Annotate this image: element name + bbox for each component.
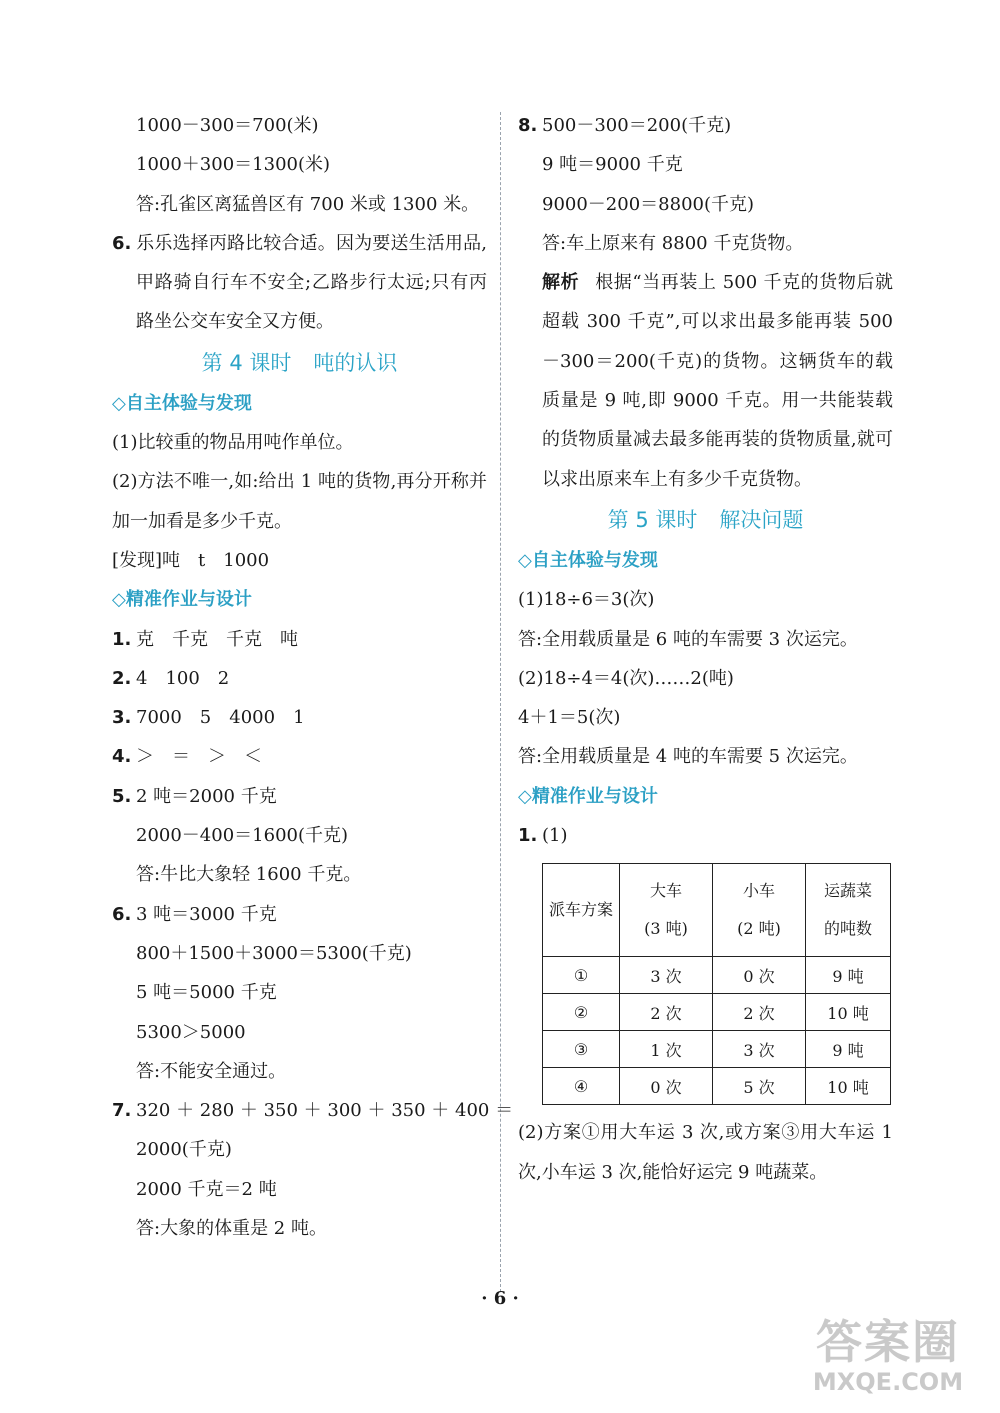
text-line: (2)18÷4＝4(次)……2(吨)	[518, 667, 734, 689]
question-number: 1.	[518, 825, 538, 847]
calc-line: 2000－400＝1600(千克)	[136, 825, 349, 847]
text-paragraph: (2)方法不唯一,如:给出 1 吨的货物,再分开称并加一加看是多少千克。	[112, 471, 487, 532]
cell-big: 2 次	[620, 994, 713, 1031]
calc-line: 9 吨＝9000 千克	[542, 154, 683, 176]
lesson-5-heading	[518, 499, 893, 541]
answer-line: 答:牛比大象轻 1600 千克。	[136, 864, 362, 886]
answer-4	[112, 737, 487, 776]
cell-big: 1 次	[620, 1031, 713, 1068]
cell-small: 3 次	[713, 1031, 806, 1068]
section-heading	[112, 384, 487, 423]
header-text: 运蔬菜	[823, 881, 872, 901]
cell-small: 2 次	[713, 994, 806, 1031]
cell-veg: 10 吨	[806, 1068, 891, 1105]
calc-line: 1000－300＝700(米)	[136, 115, 319, 136]
cell-veg: 10 吨	[806, 994, 891, 1031]
section-label: 精准作业与设计	[531, 785, 658, 807]
header-subtext: 的吨数	[823, 919, 872, 939]
answer-8	[518, 106, 893, 145]
answer-line: 答:大象的体重是 2 吨。	[136, 1218, 327, 1240]
row-id: ④	[543, 1068, 620, 1105]
answer-3	[112, 698, 487, 737]
diamond-icon: ◇	[518, 549, 532, 571]
section-heading	[518, 541, 893, 580]
question-number: 4.	[112, 746, 132, 768]
question-1	[518, 816, 893, 855]
lesson-number: 第 4 课时	[201, 350, 292, 375]
answer-5	[112, 777, 487, 816]
calc-line: 2000 千克＝2 吨	[136, 1178, 277, 1200]
watermark-title: 答案圈	[816, 1315, 960, 1369]
answer-line: 答:车上原来有 8800 千克货物。	[542, 232, 804, 254]
answer-text: 320 ＋ 280 ＋ 350 ＋ 300 ＋ 350 ＋ 400 ＝	[136, 1100, 514, 1122]
lesson-title: 解决问题	[719, 507, 804, 532]
right-column	[518, 106, 893, 1192]
question-number: 8.	[518, 115, 538, 136]
watermark-url: MXQE.COM	[812, 1368, 964, 1396]
row-id: ③	[543, 1031, 620, 1068]
question-number: 2.	[112, 667, 132, 689]
answer-6	[112, 895, 487, 934]
text-line: [发现]吨 t 1000	[112, 549, 270, 571]
question-number: 7.	[112, 1100, 132, 1122]
calc-line: 5 吨＝5000 千克	[136, 982, 277, 1004]
header-plan: 派车方案	[543, 864, 620, 957]
question-number: 6.	[112, 232, 132, 254]
table-row	[543, 1068, 891, 1105]
header-small-truck	[713, 864, 806, 957]
lesson-number: 第 5 课时	[607, 507, 698, 532]
section-heading	[112, 580, 487, 619]
answer-line: 答:不能安全通过。	[136, 1060, 287, 1082]
calc-line: 5300＞5000	[136, 1021, 246, 1043]
cell-veg: 9 吨	[806, 957, 891, 994]
header-subtext: (2 吨)	[737, 919, 781, 939]
lesson-title: 吨的认识	[313, 350, 398, 375]
section-label: 自主体验与发现	[531, 549, 658, 571]
question-text: (1)	[542, 825, 568, 847]
text-line: (1)比较重的物品用吨作单位。	[112, 432, 354, 454]
question-6	[112, 224, 487, 342]
row-id: ①	[543, 957, 620, 994]
header-subtext: (3 吨)	[644, 919, 688, 939]
answer-text: 500－300＝200(千克)	[542, 115, 732, 136]
cell-veg: 9 吨	[806, 1031, 891, 1068]
section-heading	[518, 777, 893, 816]
table-row	[543, 957, 891, 994]
calc-line: 9000－200＝8800(千克)	[542, 193, 755, 215]
question-number: 3.	[112, 707, 132, 729]
watermark-logo	[798, 1315, 978, 1405]
header-text: 大车	[649, 881, 682, 901]
cell-small: 5 次	[713, 1068, 806, 1105]
page-number: · 6 ·	[481, 1288, 519, 1309]
answer-text: 3 吨＝3000 千克	[136, 903, 277, 925]
answer-text: ＞ ＝ ＞ ＜	[136, 746, 262, 768]
table-header-row	[543, 864, 891, 957]
question-number: 5.	[112, 785, 132, 807]
cell-big: 3 次	[620, 957, 713, 994]
table-row	[543, 994, 891, 1031]
lesson-4-heading	[112, 342, 487, 384]
answer-text: 7000 5 4000 1	[136, 707, 305, 729]
text-line: 答:全用载质量是 6 吨的车需要 3 次运完。	[518, 628, 858, 650]
text-line: (1)18÷6＝3(次)	[518, 589, 655, 611]
calc-line: 2000(千克)	[136, 1139, 232, 1161]
calc-line: 800＋1500＋3000＝5300(千克)	[136, 942, 412, 964]
analysis-text: 根据“当再装上 500 千克的货物后就超载 300 千克”,可以求出最多能再装 500－300＝200(千克)的货物。这辆货车的载质量是 9 吨,即 9000 千克。用一共能装载的货物质量减去最多能再装的货物质量,就可以求出原来车上有多少千克货物。	[542, 272, 893, 490]
answer-text: 克 千克 千克 吨	[136, 628, 298, 650]
answer-2	[112, 659, 487, 698]
calc-line: 1000＋300＝1300(米)	[136, 154, 331, 176]
answer-line: 答:孔雀区离猛兽区有 700 米或 1300 米。	[136, 193, 480, 215]
text-line: 答:全用载质量是 4 吨的车需要 5 次运完。	[518, 746, 858, 768]
text-paragraph: (2)方案①用大车运 3 次,或方案③用大车运 1 次,小车运 3 次,能恰好运完 9 吨蔬菜。	[518, 1122, 893, 1183]
question-text: 乐乐选择丙路比较合适。因为要送生活用品,甲路骑自行车不安全;乙路步行太远;只有丙路坐公交车安全又方便。	[136, 232, 487, 333]
section-label: 精准作业与设计	[125, 589, 252, 611]
cell-big: 0 次	[620, 1068, 713, 1105]
analysis-label: 解析	[542, 272, 580, 294]
diamond-icon: ◇	[112, 392, 126, 414]
section-label: 自主体验与发现	[125, 392, 252, 414]
table-row	[543, 1031, 891, 1068]
left-column	[112, 106, 514, 1248]
text-line: 4＋1＝5(次)	[518, 707, 621, 729]
question-number: 6.	[112, 903, 132, 925]
diamond-icon: ◇	[112, 589, 126, 611]
dispatch-plan-table	[542, 863, 891, 1105]
cell-small: 0 次	[713, 957, 806, 994]
row-id: ②	[543, 994, 620, 1031]
diamond-icon: ◇	[518, 785, 532, 807]
analysis-paragraph	[518, 263, 893, 499]
answer-7	[112, 1091, 514, 1130]
question-number: 1.	[112, 628, 132, 650]
answer-1	[112, 620, 487, 659]
header-vegetable-tons	[806, 864, 891, 957]
header-big-truck	[620, 864, 713, 957]
answer-text: 2 吨＝2000 千克	[136, 785, 277, 807]
answer-text: 4 100 2	[136, 667, 230, 689]
header-text: 小车	[742, 881, 775, 901]
